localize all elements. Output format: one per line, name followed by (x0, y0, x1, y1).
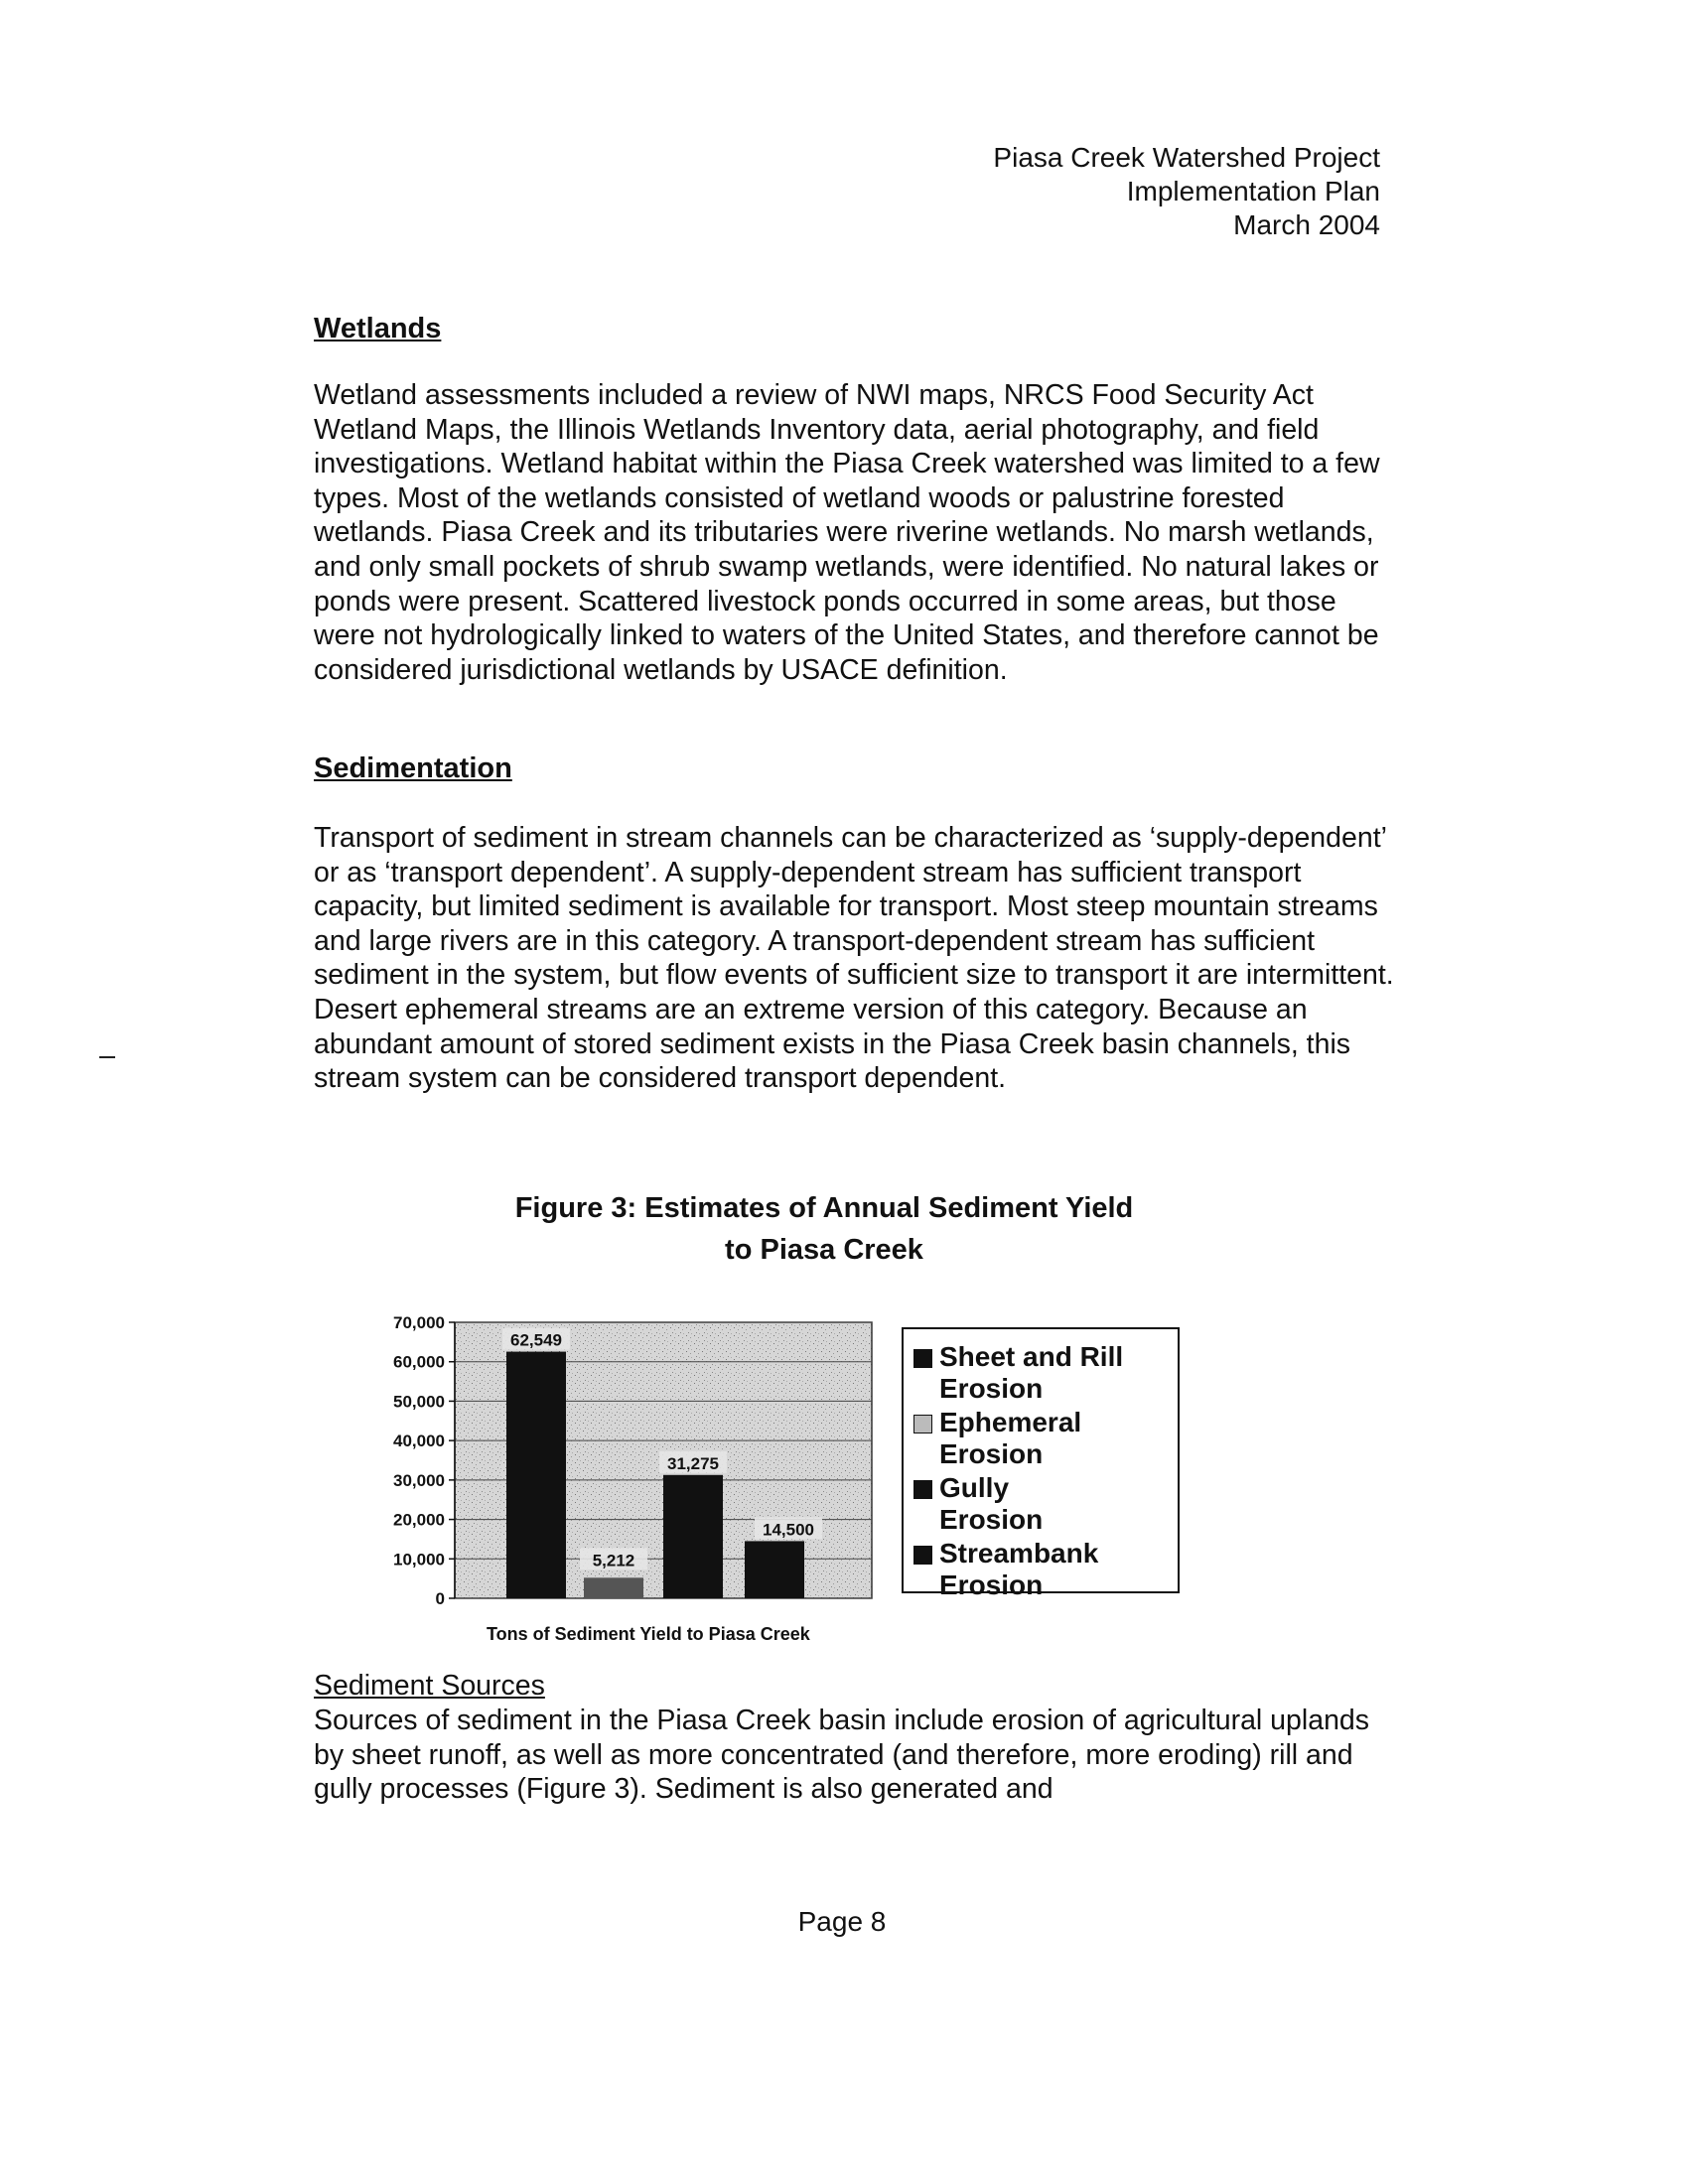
bar-streambank-erosion (745, 1541, 804, 1598)
y-tick-label: 70,000 (393, 1313, 445, 1332)
legend-swatch (913, 1415, 932, 1433)
header-project: Piasa Creek Watershed Project (993, 142, 1380, 173)
legend-label: Gully Erosion (939, 1472, 1044, 1535)
y-tick-label: 60,000 (393, 1352, 445, 1372)
chart-legend (902, 1327, 1180, 1600)
bar-gully-erosion (663, 1475, 723, 1598)
wetlands-paragraph: Wetland assessments included a review of NWI maps, NRCS Food Security Act Wetland Maps, the Illinois Wetlands Inventory data, aerial photography, and field investigations. Wetland habitat within the Piasa Creek watershed was limited to a few types. Most of the wetlands consisted of wetland woods or palustrine forested wetlands. Piasa Creek and its tributaries were riverine wetlands. No marsh wetlands, and only small pockets of shrub swamp wetlands, were identified. No natural lakes or ponds were present. Scattered livestock ponds occurred in some areas, but those were not hydrologically linked to waters of the United States, and therefore cannot be considered jurisdictional wetlands by USACE definition. (314, 379, 1380, 686)
legend-swatch (913, 1480, 932, 1499)
legend-swatch (913, 1546, 932, 1565)
legend-label: Streambank Erosion (939, 1538, 1099, 1600)
figure-title-line1: Figure 3: Estimates of Annual Sediment Yield (514, 1192, 1134, 1224)
chart-x-axis-label: Tons of Sediment Yield to Piasa Creek (487, 1624, 810, 1644)
legend-item (939, 1538, 1178, 1601)
sediment-sources-heading: Sediment Sources (314, 1670, 545, 1702)
data-label: 14,500 (763, 1520, 814, 1540)
header-date: March 2004 (1233, 209, 1380, 240)
y-tick-label: 0 (435, 1589, 445, 1608)
legend-swatch (913, 1349, 932, 1368)
header-plan: Implementation Plan (1126, 176, 1380, 206)
page-header (993, 141, 1380, 242)
data-label: 62,549 (510, 1330, 562, 1350)
chart-layer (393, 1313, 872, 1608)
legend-item (939, 1341, 1178, 1405)
data-label: 31,275 (667, 1453, 719, 1473)
margin-mark (99, 1056, 115, 1058)
sediment-sources-paragraph: Sources of sediment in the Piasa Creek basin include erosion of agricultural uplands by sheet runoff, as well as more concentrated (and therefore, more eroding) rill and gully processes (Figure 3). Sediment is also generated and (314, 1705, 1370, 1806)
sedimentation-paragraph: Transport of sediment in stream channels can be characterized as ‘supply-dependent’ or as ‘transport dependent’. A supply-dependent stream has sufficient transport capacity, but limited sediment is available for transport. Most steep mountain streams and large rivers are in this category. A transport-dependent stream has sufficient sediment in the system, but flow events of sufficient size to transport it are intermittent. Desert ephemeral streams are an extreme version of this category. Because an abundant amount of stored sediment exists in the Piasa Creek basin channels, this stream system can be considered transport dependent. (314, 822, 1394, 1095)
page-number: Page 8 (797, 1906, 887, 1937)
y-tick-label: 40,000 (393, 1432, 445, 1451)
bar-sheet-and-rill-erosion (506, 1352, 566, 1598)
legend-label: Ephemeral Erosion (939, 1407, 1082, 1469)
y-tick-label: 10,000 (393, 1550, 445, 1570)
figure-title (397, 1187, 1251, 1271)
y-tick-label: 30,000 (393, 1470, 445, 1490)
legend-item (939, 1407, 1178, 1470)
legend-item (939, 1472, 1178, 1536)
data-label: 5,212 (592, 1551, 635, 1570)
bar-ephemeral-erosion (584, 1577, 643, 1598)
figure-title-line2: to Piasa Creek (725, 1234, 923, 1266)
wetlands-heading: Wetlands (314, 313, 442, 344)
y-tick-label: 50,000 (393, 1392, 445, 1412)
legend-label: Sheet and Rill Erosion (939, 1341, 1124, 1404)
sedimentation-heading: Sedimentation (314, 752, 512, 784)
y-tick-label: 20,000 (393, 1510, 445, 1530)
